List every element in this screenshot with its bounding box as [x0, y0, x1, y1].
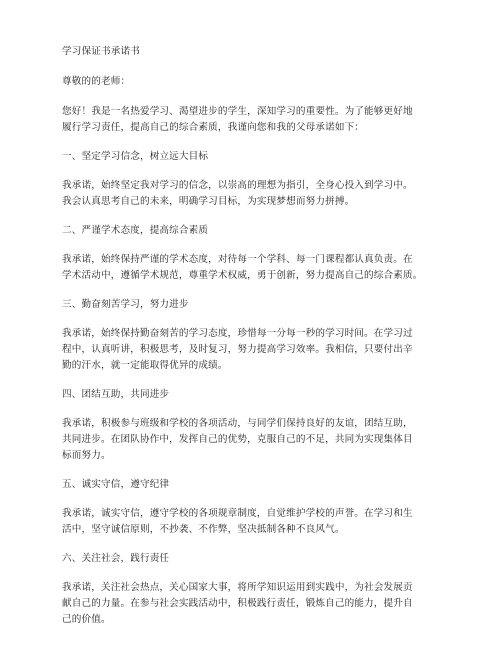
intro-paragraph [62, 104, 442, 136]
intro-line: 履行学习责任，提高自己的综合素质，我谨向您和我的父母承诺如下： [62, 122, 365, 133]
section-paragraph-4 [62, 416, 442, 464]
paragraph-line: 学术活动中，遵循学术规范，尊重学术权威，勇于创新，努力提高自己的综合素质。 [62, 270, 423, 281]
section-heading-3: 三、勤奋刻苦学习，努力进步 [62, 299, 189, 310]
paragraph-line: 我承诺，关注社会热点，关心国家大事，将所学知识运用到实践中，为社会发展贡 [62, 582, 413, 593]
paragraph-line: 我承诺，诚实守信，遵守学校的各项规章制度，自觉维护学校的声誉。在学习和生 [62, 508, 413, 519]
paragraph-line: 我承诺，始终保持勤奋刻苦的学习态度，珍惜每一分每一秒的学习时间。在学习过 [62, 328, 413, 339]
paragraph-line: 己的价值。 [62, 614, 111, 625]
document-page [62, 44, 442, 641]
paragraph-line: 活中，坚守诚信原则，不抄袭、不作弊，坚决抵制各种不良风气。 [62, 524, 345, 535]
section-heading-4: 四、团结互助，共同进步 [62, 389, 170, 400]
section-heading-5: 五、诚实守信，遵守纪律 [62, 479, 170, 490]
paragraph-line: 我承诺，积极参与班级和学校的各项活动，与同学们保持良好的友谊，团结互助， [62, 418, 413, 429]
section-heading-2: 二、严谨学术态度，提高综合素质 [62, 225, 209, 236]
salutation: 尊敬的的老师： [62, 76, 131, 87]
paragraph-line: 勤的汗水，就一定能取得优异的成绩。 [62, 360, 228, 371]
section-paragraph-2 [62, 252, 442, 284]
paragraph-line: 献自己的力量。在参与社会实践活动中，积极践行责任，锻炼自己的能力，提升自 [62, 598, 413, 609]
paragraph-line: 我会认真思考自己的未来，明确学习目标，为实现梦想而努力拼搏。 [62, 196, 355, 207]
paragraph-line: 我承诺，始终保持严谨的学术态度，对待每一个学科、每一门课程都认真负责。在 [62, 254, 413, 265]
paragraph-line: 程中，认真听讲，积极思考，及时复习，努力提高学习效率。我相信，只要付出辛 [62, 344, 413, 355]
paragraph-line: 我承诺，始终坚定我对学习的信念，以崇高的理想为指引，全身心投入到学习中。 [62, 180, 413, 191]
section-paragraph-6 [62, 580, 442, 628]
section-paragraph-5 [62, 506, 442, 538]
section-heading-6: 六、关注社会，践行责任 [62, 553, 170, 564]
intro-line: 您好！我是一名热爱学习、渴望进步的学生，深知学习的重要性。为了能够更好地 [62, 106, 413, 117]
section-paragraph-1 [62, 178, 442, 210]
document-title: 学习保证书承诺书 [62, 46, 140, 57]
paragraph-line: 标而努力。 [62, 450, 111, 461]
section-heading-1: 一、坚定学习信念，树立远大目标 [62, 151, 209, 162]
section-paragraph-3 [62, 326, 442, 374]
paragraph-line: 共同进步。在团队协作中，发挥自己的优势，克服自己的不足，共同为实现集体目 [62, 434, 413, 445]
